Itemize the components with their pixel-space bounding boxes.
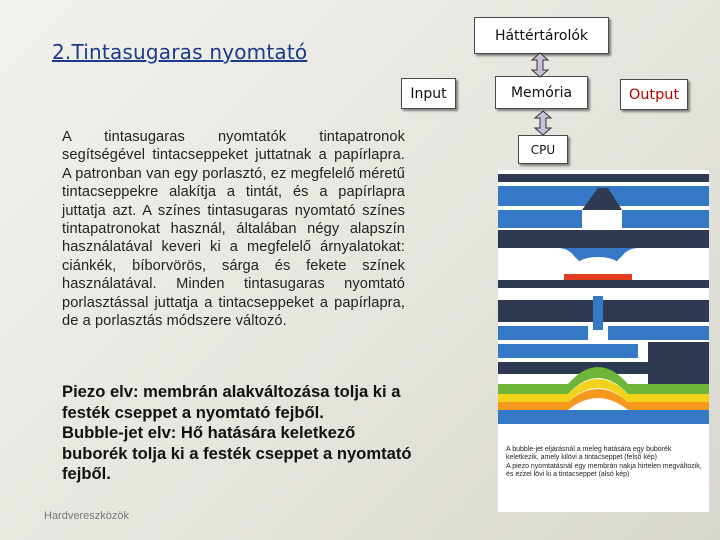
bubblejet-principle: Bubble-jet elv: Hő hatására keletkező buborék tolja ki a festék cseppet a nyomtató fejből. bbox=[62, 423, 412, 484]
caption-top: A bubble-jet eljárásnál a meleg hatására egy buborék keletkezik, amely kilövi a tintacseppet (felső kép) bbox=[506, 446, 672, 462]
piezo-principle: Piezo elv: membrán alakváltozása tolja ki a festék cseppet a nyomtató fejből. bbox=[62, 382, 401, 422]
bottom-channel bbox=[498, 362, 648, 374]
heater-element bbox=[564, 274, 632, 280]
inkjet-diagram-svg bbox=[498, 170, 709, 450]
cpu-label: CPU bbox=[530, 142, 556, 157]
storage-box bbox=[474, 17, 609, 54]
bubble-icon bbox=[576, 257, 620, 275]
bottom-mid-ink bbox=[498, 344, 638, 358]
top-channel bbox=[498, 230, 709, 248]
memory-cpu-arrow-icon bbox=[533, 110, 553, 136]
cpu-box bbox=[518, 135, 568, 164]
input-box bbox=[401, 78, 456, 109]
top-right-ink bbox=[622, 210, 709, 228]
caption-bottom: A piezo nyomtatásnál egy membrán nakja hirtelen megváltozik, és ezzel lövi ki a tintacseppet (alsó kép) bbox=[506, 462, 702, 479]
output-label: Output bbox=[628, 86, 680, 103]
footer-label: Hardvereszközök bbox=[44, 510, 129, 522]
memory-box bbox=[495, 76, 588, 109]
memory-label: Memória bbox=[510, 84, 573, 101]
input-label: Input bbox=[410, 85, 447, 102]
storage-memory-arrow-icon bbox=[530, 52, 550, 78]
bottom-head bbox=[498, 300, 709, 322]
output-box bbox=[620, 79, 688, 110]
principles-block bbox=[62, 382, 412, 485]
bottom-left-ink bbox=[498, 326, 588, 340]
top-head-plate bbox=[498, 174, 709, 182]
slide-title: 2.Tintasugaras nyomtató bbox=[52, 40, 308, 64]
figure-caption bbox=[506, 446, 704, 480]
nozzle-stream bbox=[593, 296, 603, 330]
bottom-right-ink bbox=[608, 326, 709, 340]
bottom-ink-base bbox=[498, 410, 709, 424]
inkjet-illustration bbox=[498, 170, 709, 512]
storage-label: Háttértárolók bbox=[494, 27, 589, 44]
top-left-ink bbox=[498, 210, 582, 228]
top-base bbox=[498, 280, 709, 288]
description-paragraph: A tintasugaras nyomtatók tintapatronok segítségével tintacseppeket juttatnak a papírlapra. A patronban van egy porlasztó, ez megfelelő méretű tintacseppekre alakítja a tintát, és a papírlapra juttatja azt. A színes tintasugaras nyomtató színes tintapatronokat használ, általában négy alapszín használatával keveri ki a megfelelő árnyalatokat: ciánkék, bíborvörös, sárga és fekete színek használatával. Minden tintasugaras nyomtató porlasztással juttatja a tintacseppeket a papírlapra, de a porlasztás módszere változó. bbox=[62, 129, 405, 330]
